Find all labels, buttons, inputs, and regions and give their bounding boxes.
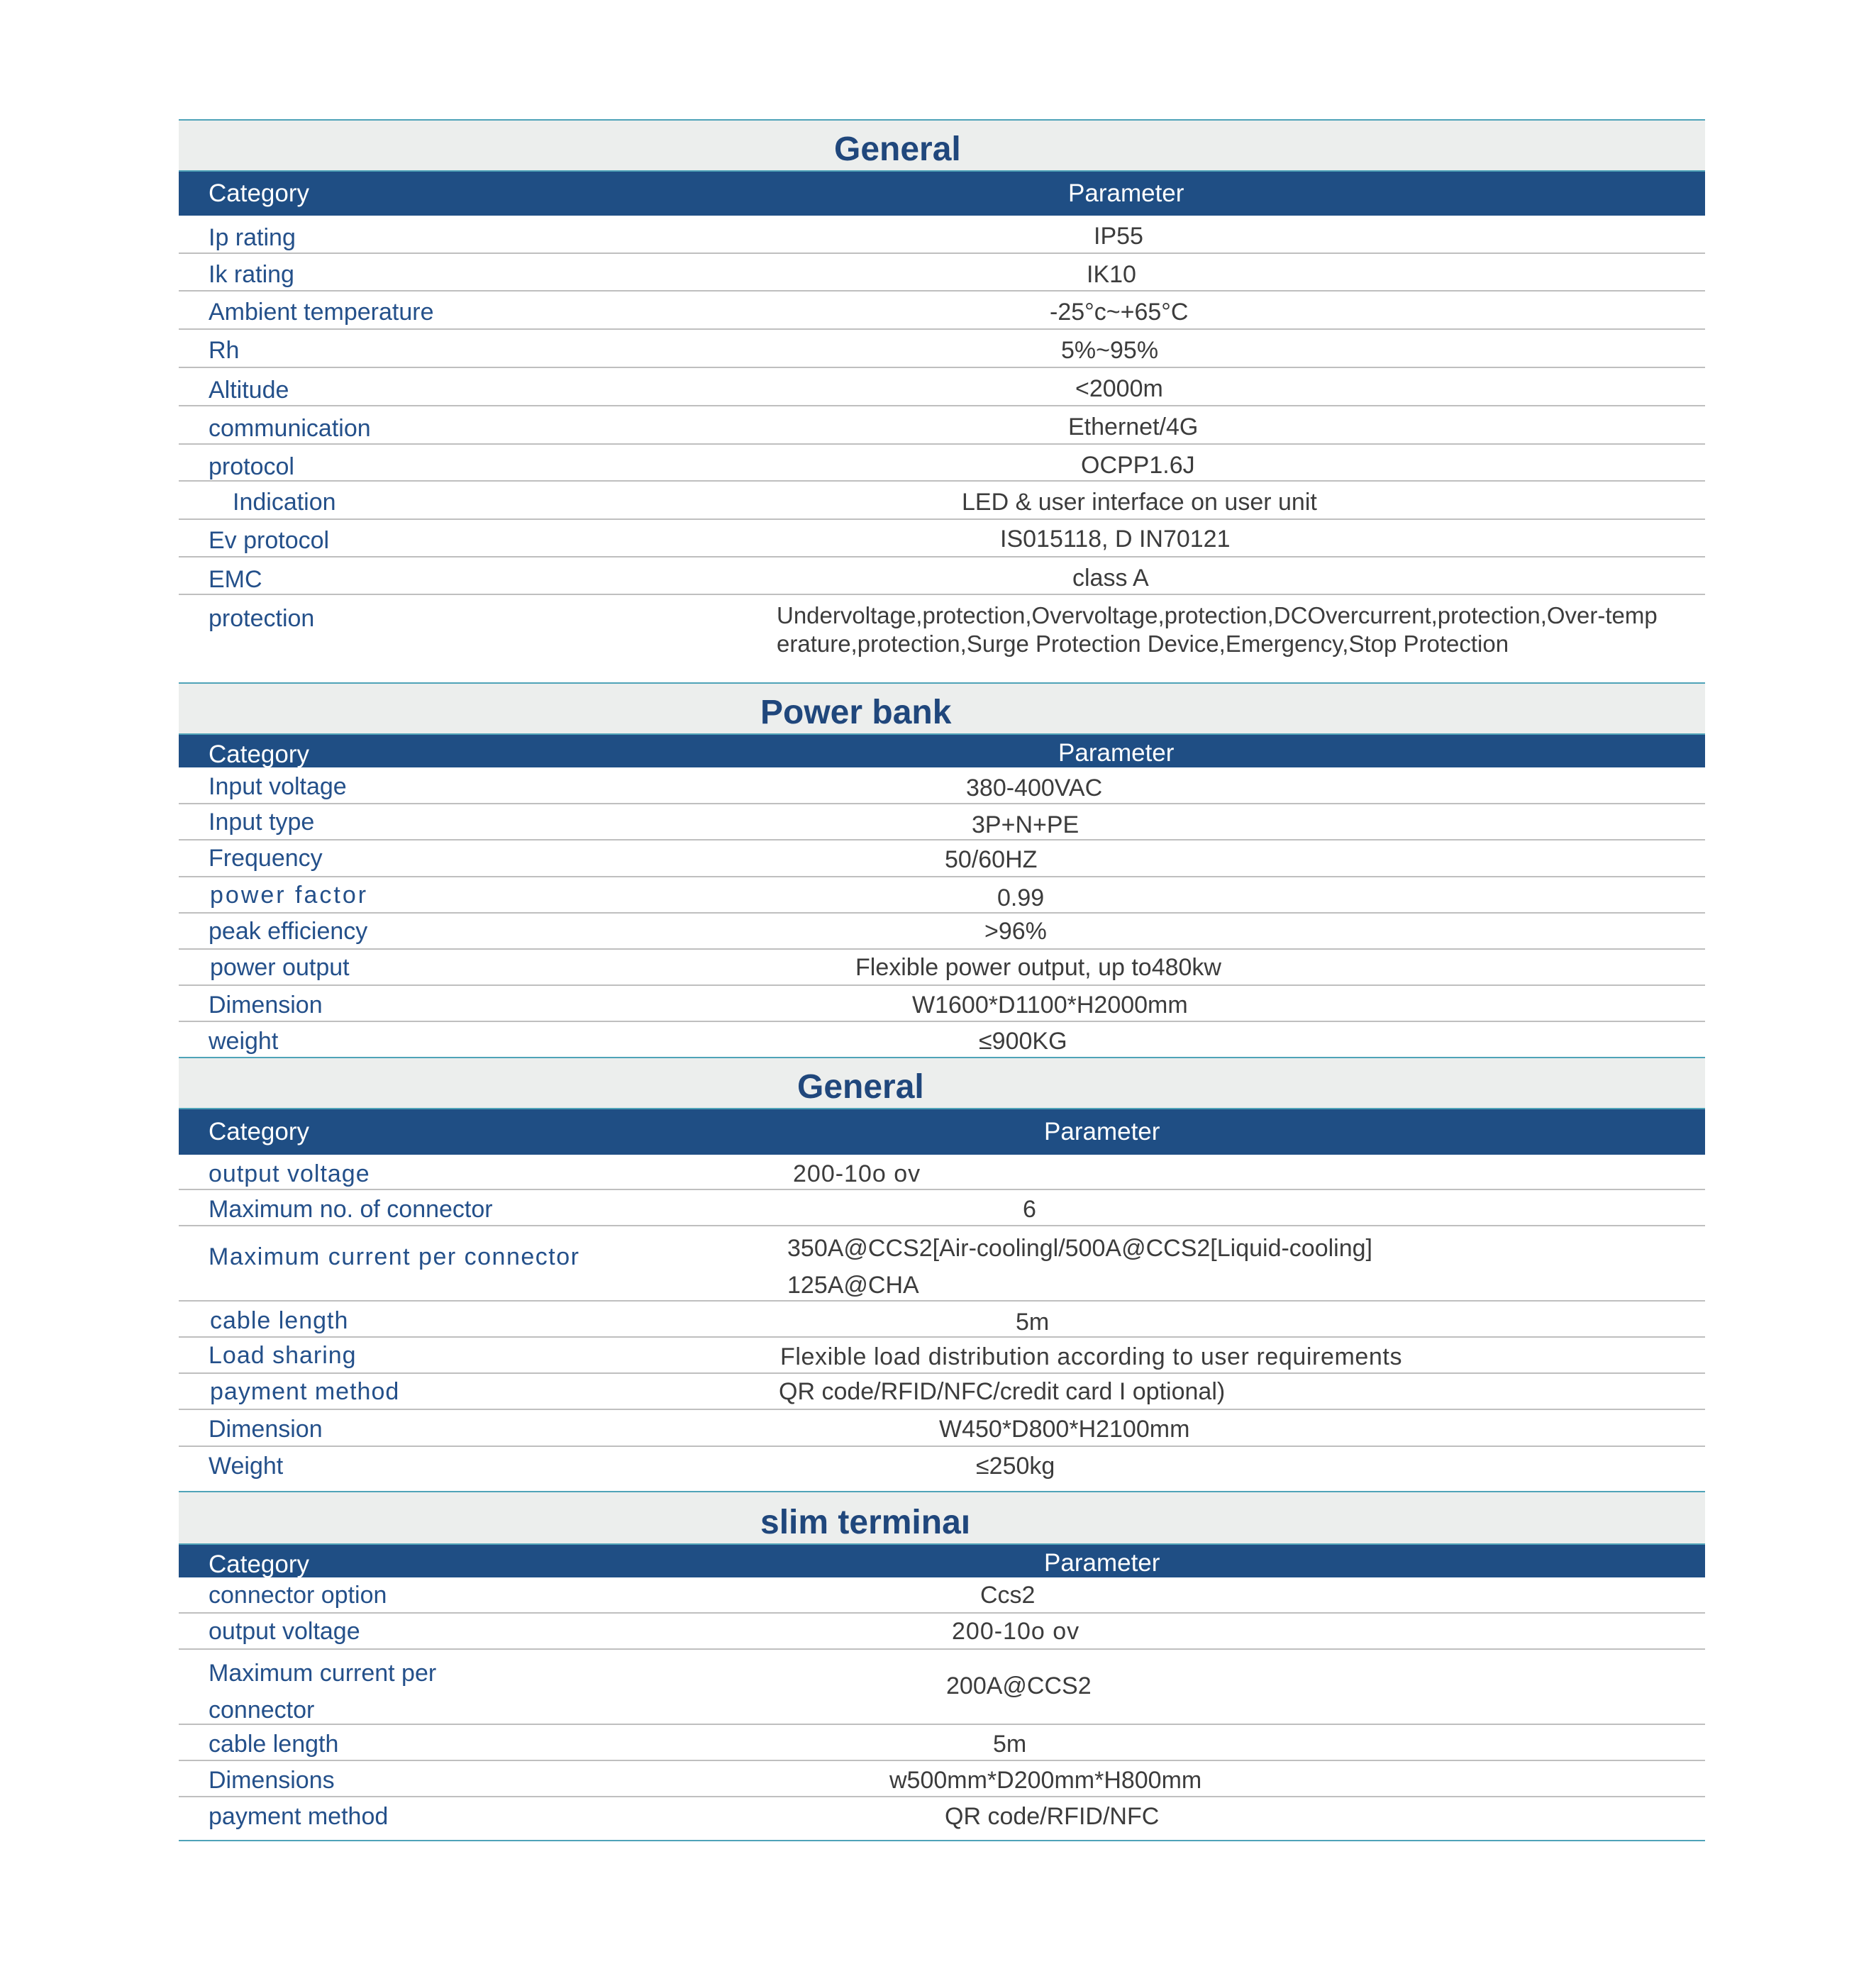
row-parameter: 200A@CCS2 [946, 1672, 1092, 1699]
row-parameter: 380-400VAC [966, 775, 1103, 801]
row-category: cable length [210, 1307, 349, 1334]
row-parameter: 0.99 [997, 884, 1045, 911]
row-parameter: >96% [984, 918, 1047, 945]
table-row [179, 1797, 1705, 1841]
row-parameter: 5m [1016, 1309, 1050, 1336]
table-row [179, 840, 1705, 877]
table-row [179, 1338, 1705, 1374]
row-parameter: class A [1072, 565, 1149, 592]
row-parameter: 3P+N+PE [972, 811, 1079, 838]
header-category: Category [209, 740, 310, 768]
row-category: Maximum current per connector [209, 1243, 580, 1270]
row-category: Input type [209, 809, 315, 836]
row-category-line1: Maximum current per [209, 1660, 437, 1687]
table-row [179, 950, 1705, 986]
row-category: Ip rating [209, 224, 296, 251]
row-category: weight [209, 1028, 279, 1055]
row-category: Ambient temperature [209, 299, 434, 326]
table-header [179, 1543, 1705, 1577]
row-category: payment method [210, 1378, 400, 1405]
row-parameter: 200-10o ov [952, 1618, 1080, 1645]
row-category: Altitude [209, 377, 289, 404]
table-row [179, 767, 1705, 804]
section-title-text: General [797, 1068, 924, 1106]
row-category: peak efficiency [209, 918, 368, 945]
row-parameter-line1: Undervoltage,protection,Overvoltage,protection,DCOvercurrent,protection,Over-temp [777, 602, 1658, 628]
row-parameter: Ethernet/4G [1068, 414, 1199, 440]
row-parameter: <2000m [1075, 375, 1163, 402]
row-category: output voltage [209, 1160, 370, 1187]
section-title [179, 1492, 1705, 1543]
table-row [179, 986, 1705, 1022]
row-category: communication [209, 415, 371, 442]
header-parameter: Parameter [1044, 1549, 1160, 1577]
table-row [179, 595, 1705, 682]
row-category: Frequency [209, 845, 323, 872]
table-row [179, 330, 1705, 368]
row-category: Indication [233, 489, 336, 516]
table-row [179, 914, 1705, 950]
section-title-text: slim terminaı [760, 1504, 971, 1541]
table-row [179, 1410, 1705, 1447]
row-category: Dimensions [209, 1767, 335, 1794]
table-row [179, 1447, 1705, 1492]
row-parameter: 50/60HZ [945, 846, 1038, 873]
table-row [179, 1761, 1705, 1797]
section-title [179, 682, 1705, 733]
row-category: Ev protocol [209, 527, 330, 554]
table-row [179, 1577, 1705, 1614]
table-row [179, 557, 1705, 595]
table-body [179, 1155, 1705, 1492]
section-title [179, 119, 1705, 170]
table-row [179, 877, 1705, 914]
section-power-bank [179, 682, 1705, 1058]
header-parameter: Parameter [1068, 179, 1184, 207]
header-category: Category [209, 179, 310, 207]
table-row [179, 1190, 1705, 1226]
row-parameter: 5m [993, 1731, 1027, 1758]
row-parameter: IK10 [1087, 261, 1136, 288]
table-body [179, 767, 1705, 1058]
table-row [179, 1155, 1705, 1190]
row-category: power factor [210, 882, 369, 909]
table-row [179, 292, 1705, 330]
table-row [179, 1650, 1705, 1725]
section-title [179, 1058, 1705, 1108]
row-category: Dimension [209, 1416, 323, 1443]
spec-sheet [179, 119, 1705, 1841]
table-row [179, 254, 1705, 292]
row-parameter: W1600*D1100*H2000mm [912, 992, 1188, 1019]
row-category: output voltage [209, 1618, 360, 1645]
table-row [179, 804, 1705, 840]
row-category-line2: connector [209, 1697, 315, 1724]
row-parameter: IP55 [1094, 223, 1143, 250]
table-header [179, 170, 1705, 216]
table-row [179, 1374, 1705, 1410]
row-parameter: OCPP1.6J [1081, 452, 1195, 479]
row-category: Maximum no. of connector [209, 1196, 493, 1223]
row-parameter: Flexible load distribution according to user requirements [780, 1343, 1403, 1370]
table-row [179, 445, 1705, 482]
row-category: Ik rating [209, 261, 294, 288]
row-parameter-line1: 350A@CCS2[Air-coolingl/500A@CCS2[Liquid-cooling] [787, 1235, 1372, 1262]
table-row [179, 406, 1705, 445]
table-row [179, 520, 1705, 557]
row-parameter: QR code/RFID/NFC [945, 1803, 1160, 1830]
table-header [179, 1108, 1705, 1155]
table-row [179, 482, 1705, 520]
row-parameter: QR code/RFID/NFC/credit card I optional) [779, 1378, 1226, 1405]
row-parameter-line2: erature,protection,Surge Protection Device,Emergency,Stop Protection [777, 631, 1509, 657]
section-title-text: Power bank [760, 694, 952, 731]
row-parameter: LED & user interface on user unit [962, 489, 1317, 516]
row-parameter: -25°c~+65°C [1050, 299, 1189, 326]
table-body [179, 1577, 1705, 1841]
table-row [179, 1302, 1705, 1338]
row-category: payment method [209, 1803, 389, 1830]
row-parameter: w500mm*D200mm*H800mm [889, 1767, 1202, 1794]
table-body [179, 216, 1705, 682]
row-parameter: W450*D800*H2100mm [939, 1416, 1190, 1443]
row-parameter: Ccs2 [980, 1582, 1036, 1609]
row-parameter: ≤900KG [979, 1028, 1067, 1055]
row-category: Rh [209, 337, 240, 364]
row-category: power output [210, 954, 350, 981]
section-general [179, 119, 1705, 682]
table-row [179, 1725, 1705, 1761]
table-header [179, 733, 1705, 767]
section-title-text: General [834, 131, 961, 168]
row-category: Dimension [209, 992, 323, 1019]
row-category: Weight [209, 1453, 284, 1480]
row-category: protocol [209, 453, 294, 480]
row-parameter: ≤250kg [976, 1453, 1055, 1480]
header-category: Category [209, 1118, 310, 1145]
row-parameter: 5%~95% [1061, 337, 1159, 364]
row-parameter: Flexible power output, up to480kw [855, 954, 1221, 981]
header-parameter: Parameter [1058, 739, 1175, 767]
section-slim-terminal [179, 1492, 1705, 1841]
row-parameter: IS015118, D IN70121 [1000, 526, 1231, 553]
row-parameter: 6 [1023, 1196, 1036, 1223]
header-category: Category [209, 1550, 310, 1578]
row-category: Input voltage [209, 773, 347, 800]
row-category: connector option [209, 1582, 387, 1609]
header-parameter: Parameter [1044, 1118, 1160, 1145]
table-row [179, 216, 1705, 254]
row-parameter-line2: 125A@CHA [787, 1272, 919, 1299]
row-category: cable length [209, 1731, 339, 1758]
table-row [179, 1614, 1705, 1650]
table-row [179, 1226, 1705, 1302]
row-category: Load sharing [209, 1342, 357, 1369]
row-category: EMC [209, 566, 262, 593]
row-category: protection [209, 605, 315, 632]
row-parameter: 200-10o ov [793, 1160, 921, 1187]
table-row [179, 1022, 1705, 1058]
table-row [179, 368, 1705, 406]
section-general-2 [179, 1058, 1705, 1492]
